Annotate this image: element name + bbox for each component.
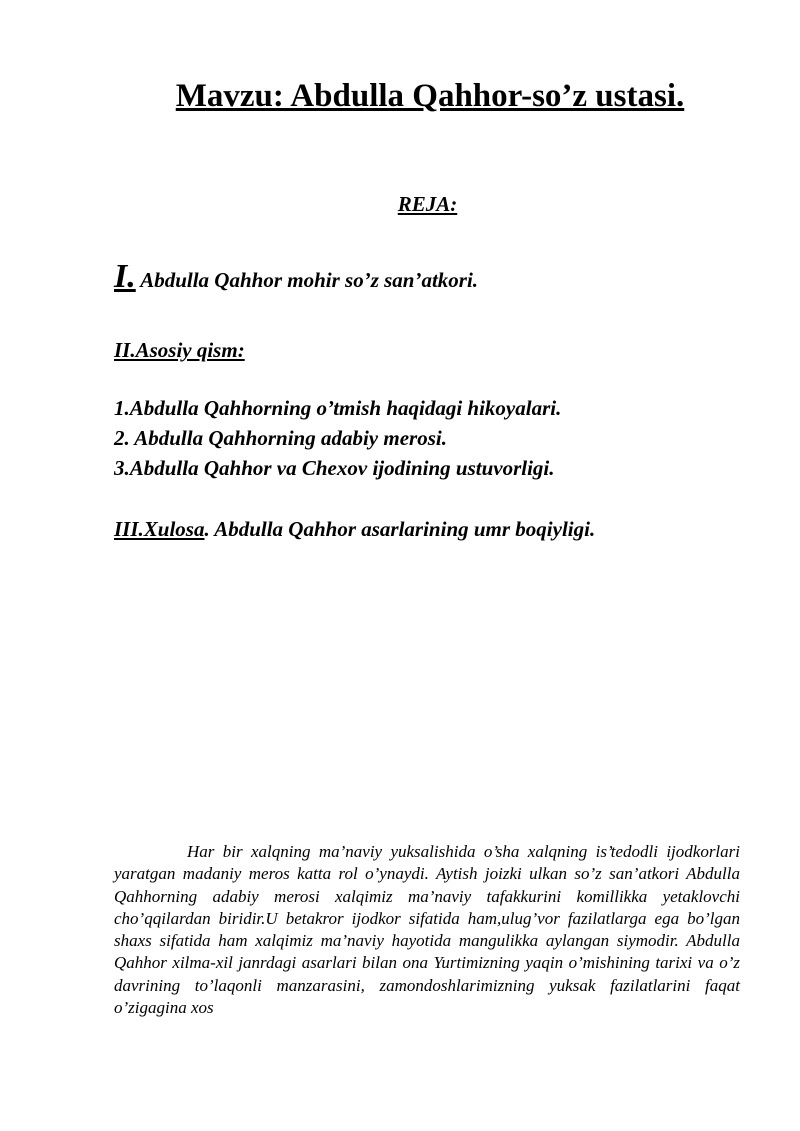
plan-conclusion [114,517,595,542]
plan-item-1: 1.Abdulla Qahhorning o’tmish haqidagi hikoyalari. [114,396,562,420]
plan-item-3: 3.Abdulla Qahhor va Chexov ijodining ustuvorligi. [114,456,555,480]
intro-numeral: I. [114,258,136,295]
plan-heading: REJA: [397,192,458,216]
plan-intro [114,258,478,296]
main-part-heading: II.Asosiy qism: [114,338,245,362]
conclusion-text: . Abdulla Qahhor asarlarining umr boqiyligi. [204,517,596,541]
conclusion-label: III.Xulosa [114,517,205,541]
intro-text: Abdulla Qahhor mohir so’z san’atkori. [135,268,479,292]
body-paragraph: Har bir xalqning ma’naviy yuksalishida o’sha xalqning is’tedodli ijodkorlari yaratgan madaniy meros katta rol o’ynaydi. Aytish joizki ulkan so’z san’atkori Abdulla Qahhorning adabiy merosi xalqimiz ma’naviy tafakkurini komillikka yetaklovchi cho’qqilardan biridir.U betakror ijodkor sifatida ham,ulug’vor fazilatlarga ega bo’lgan shaxs sifatida ham xalqimiz ma’naviy hayotida mangulikka aylangan siymodir. Abdulla Qahhor xilma-xil janrdagi asarlari bilan ona Yurtimizning yaqin o’mishining tarixi va o’z davrining to’laqonli manzarasini, zamondoshlarimizning yuksak fazilatlarini faqat o’zigagina xos [114,842,740,1018]
plan-item-2: 2. Abdulla Qahhorning adabiy merosi. [114,426,447,450]
document-title: Mavzu: Abdulla Qahhor-so’z ustasi. [175,78,685,114]
